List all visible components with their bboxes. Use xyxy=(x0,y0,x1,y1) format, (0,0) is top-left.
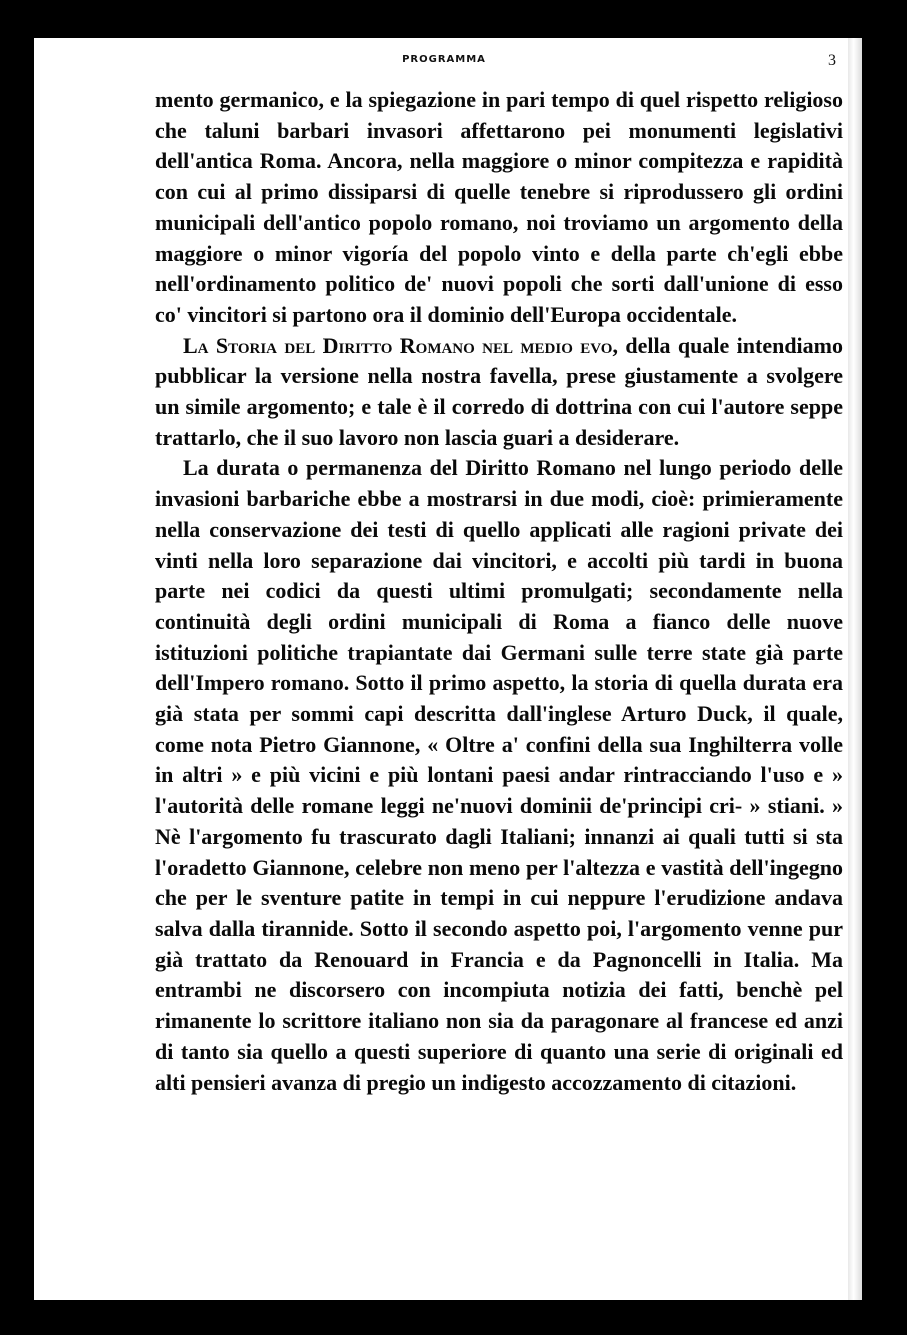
body-text xyxy=(155,85,843,1098)
running-title: PROGRAMMA xyxy=(402,54,486,65)
paragraph-1: mento germanico, e la spiegazione in pari tempo di quel rispetto religioso che taluni barbari invasori affettarono pei monumenti legislativi dell'antica Roma. Ancora, nella maggiore o minor compitezza e rapidità con cui al primo dissiparsi di quelle tenebre si riprodussero gli ordini municipali dell'antico popolo romano, noi troviamo un argomento della maggiore o minor vigoría del popolo vinto e della parte ch'egli ebbe nell'ordinamento politico de' nuovi popoli che sorti dall'unione di esso co' vincitori si partono ora il dominio dell'Europa occidentale. xyxy=(155,87,843,327)
paragraph-2 xyxy=(155,331,843,454)
book-title-smallcaps: La Storia del Diritto Romano nel medio evo, xyxy=(183,332,618,358)
page-edge xyxy=(848,38,862,1300)
paragraph-3: La durata o permanenza del Diritto Romano nel lungo periodo delle invasioni barbariche ebbe a mostrarsi in due modi, cioè: primieramente nella conservazione dei testi di quello applicati alle ragioni private dei vinti nella loro separazione dai vincitori, e accolti più tardi in buona parte nei codici da questi ultimi promulgati; secondamente nella continuità degli ordini municipali di Roma a fianco delle nuove istituzioni politiche trapiantate dai Germani sulle terre state già parte dell'Impero romano. Sotto il primo aspetto, la storia di quella durata era già stata per sommi capi descritta dall'inglese Arturo Duck, il quale, come nota Pietro Giannone, « Oltre a' confini della sua Inghilterra volle in altri » e più vicini e più lontani paesi andar rintracciando l'uso e » l'autorità delle romane leggi ne'nuovi dominii de'principi cri- » stiani. » Nè l'argomento fu trascurato dagli Italiani; innanzi ai quali tutti si sta l'oradetto Giannone, celebre non meno per l'altezza e vastità dell'ingegno che per le sventure patite in tempi in cui neppure l'erudizione andava salva dalla tirannide. Sotto il secondo aspetto poi, l'argomento venne pur già trattato da Renouard in Francia e da Pagnoncelli in Italia. Ma entrambi ne discorsero con incompiuta notizia dei fatti, benchè pel rimanente lo scrittore italiano non sia da paragonare al francese ed anzi di tanto sia quello a questi superiore di quanto una serie di originali ed alti pensieri avanza di pregio un indigesto accozzamento di citazioni. xyxy=(155,455,843,1095)
page-number: 3 xyxy=(828,52,836,69)
book-page xyxy=(34,38,862,1300)
paragraph-2-text: della quale intendiamo pubblicar la versione nella nostra favella, prese giustamente a svolgere un simile argomento; e tale è il corredo di dottrina con cui l'autore seppe trattarlo, che il suo lavoro non lascia guari a desiderare. xyxy=(155,332,843,450)
page-header xyxy=(34,52,854,72)
